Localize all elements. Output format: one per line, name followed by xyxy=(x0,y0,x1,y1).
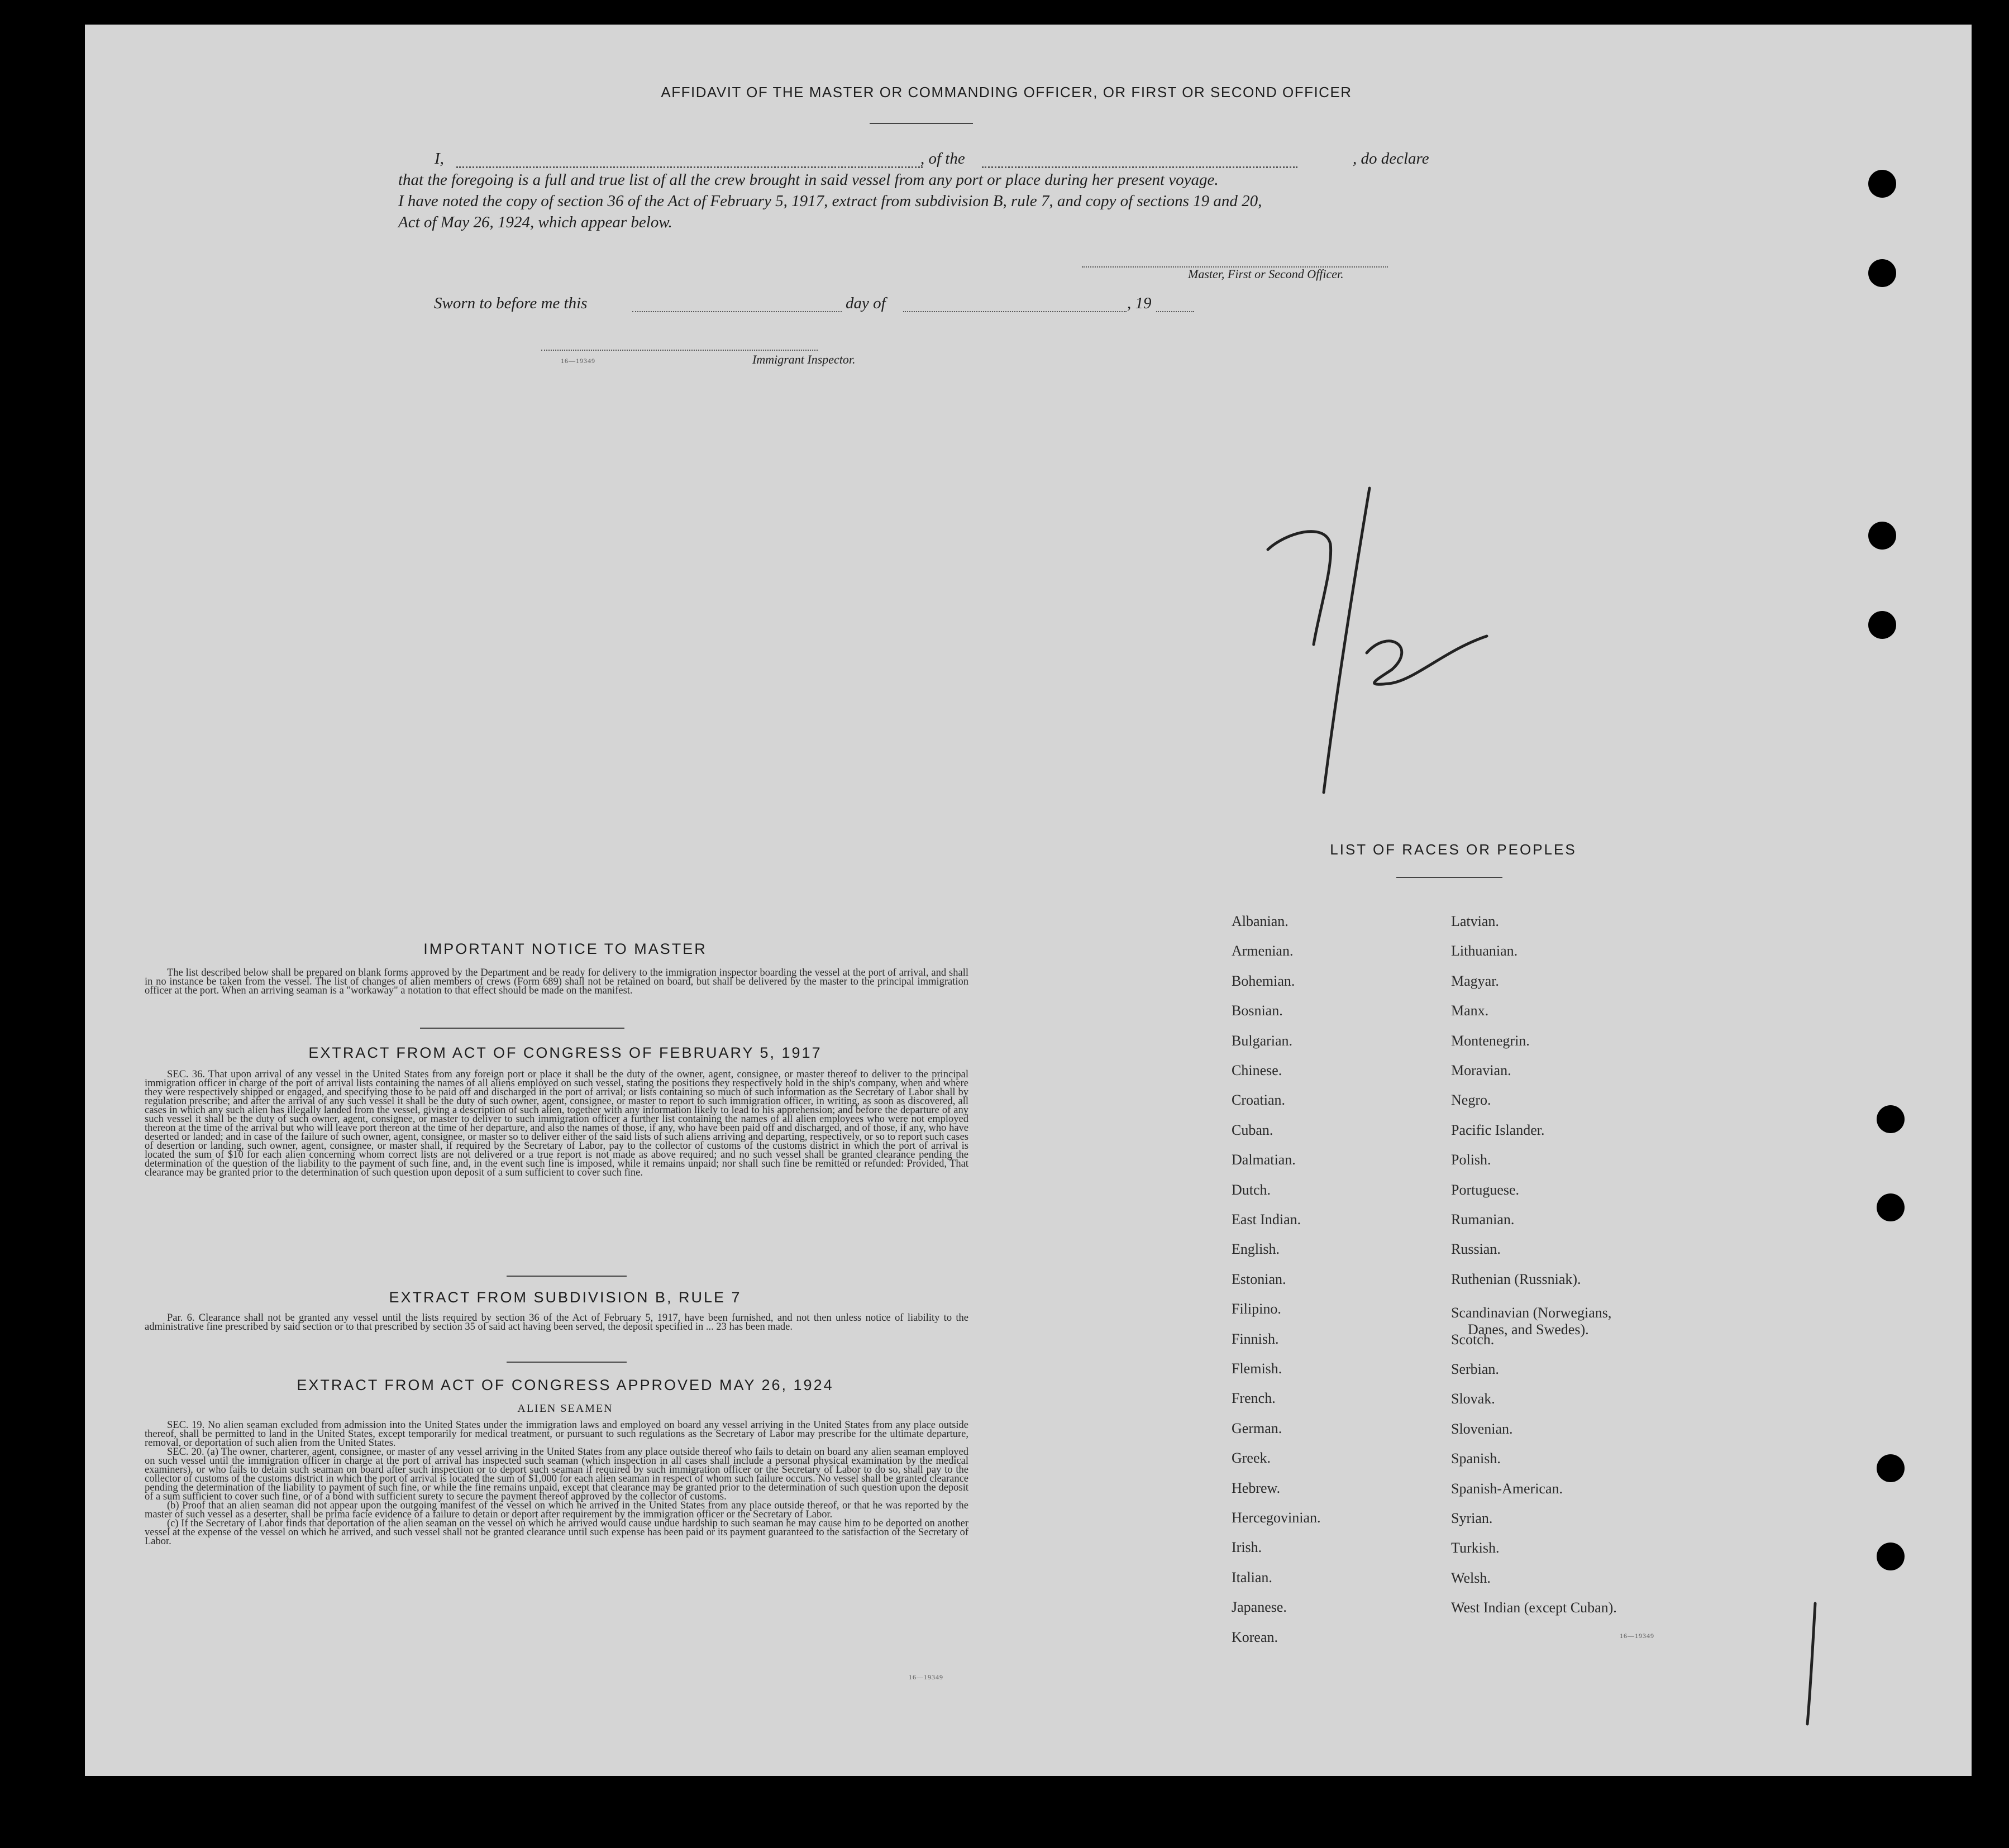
race-item: Korean. xyxy=(1232,1629,1278,1645)
race-item: Welsh. xyxy=(1451,1569,1491,1586)
race-item: Spanish-American. xyxy=(1451,1480,1563,1497)
race-item: Bosnian. xyxy=(1232,1002,1283,1019)
handwritten-page-number xyxy=(1794,1597,1839,1731)
affidavit-line-of: , of the xyxy=(920,150,965,168)
race-item: Japanese. xyxy=(1232,1599,1287,1616)
race-item: Greek. xyxy=(1232,1450,1271,1467)
notice-text: The list described below shall be prepared on blank forms approved by the Department and be ready for delivery to the immigration inspector boarding the vessel at the port of arrival, and shall in no instance be taken from the vessel. The list of changes of alien members of crews (Form 689) shall not be retained on board, but shall be delivered by the master to the principal immigration officer at the port. When an arriving seaman is a "workaway" a notation to that effect should be made on the manifest. xyxy=(145,967,968,996)
sworn-text: Sworn to before me this xyxy=(434,294,588,312)
affidavit-title: AFFIDAVIT OF THE MASTER OR COMMANDING OFFICER, OR FIRST OR SECOND OFFICER xyxy=(661,84,1352,101)
section-20a-text: SEC. 20. (a) The owner, charterer, agent, consignee, or master of any vessel arriving in the United States from any place outside thereof who fails to detain on board any alien seaman employed on such vessel until the immigration officer in charge at the port of arrival has inspected such seaman (which inspection in all cases shall include a personal physical examination by the medical examiners), or who fails to detain such seaman on board after such inspection or to deport such seaman if required by such immigration officer or the Secretary of Labor to do so, shall pay to the collector of customs of the customs district in which the port of arrival is located the sum of $1,000 for each alien seaman in respect of whom such failure occurs. No vessel shall be granted clearance pending the determination of the liability to payment of such fine, or while the fine remains unpaid, except that clearance may be granted prior to the determination of such question upon the deposit of a sum sufficient to cover such fine, or of a bond with sufficient surety to secure the payment thereof approved by the collector of customs. xyxy=(145,1446,968,1502)
punch-hole xyxy=(1868,611,1896,639)
day-of-text: day of xyxy=(846,294,886,312)
punch-hole xyxy=(1868,170,1896,198)
race-item: Estonian. xyxy=(1232,1271,1286,1287)
race-item: Montenegrin. xyxy=(1451,1032,1530,1049)
race-item: Hercegovinian. xyxy=(1232,1510,1321,1526)
race-item: Negro. xyxy=(1451,1092,1491,1109)
inspector-blank xyxy=(541,350,818,351)
section-19-text: SEC. 19. No alien seaman excluded from admission into the United States under the immigration laws and employed on board any vessel arriving in the United States from any place outside thereof, shall be permitted to land in the United States, except temporarily for medical treatment, or pursuant to such regulations as the Secretary of Labor may prescribe for the ultimate departure, removal, or deportation of such alien from the United States. xyxy=(145,1420,968,1449)
punch-hole xyxy=(1877,1193,1905,1221)
month-blank xyxy=(903,311,1127,312)
affidavit-line-3: I have noted the copy of section 36 of the Act of February 5, 1917, extract from subdivision B, rule 7, and copy of sections 19 and 20, xyxy=(398,192,1262,210)
year-blank xyxy=(1156,311,1194,312)
race-item: Flemish. xyxy=(1232,1360,1282,1377)
race-item: Moravian. xyxy=(1451,1062,1511,1078)
race-item: Rumanian. xyxy=(1451,1211,1515,1228)
vessel-blank xyxy=(982,166,1297,168)
extract-1917-divider xyxy=(507,1276,627,1277)
subdivision-b-divider xyxy=(507,1362,627,1363)
inspector-caption: Immigrant Inspector. xyxy=(752,352,856,366)
handwritten-date xyxy=(1196,460,1509,818)
race-item: Spanish. xyxy=(1451,1450,1501,1467)
race-item: Bohemian. xyxy=(1232,972,1295,989)
punch-hole xyxy=(1877,1543,1905,1570)
race-item: Syrian. xyxy=(1451,1510,1493,1526)
year-prefix: , 19 xyxy=(1127,294,1152,312)
race-item: Bulgarian. xyxy=(1232,1032,1293,1049)
race-item: Slovenian. xyxy=(1451,1420,1513,1437)
affidavit-line-4: Act of May 26, 1924, which appear below. xyxy=(398,213,672,231)
day-blank xyxy=(632,311,842,312)
section-36-text: SEC. 36. That upon arrival of any vessel in the United States from any foreign port or place it shall be the duty of the owner, agent, consignee, or master thereof to deliver to the principal immigration officer in charge of the port of arrival lists containing the names of all aliens employed on such vessel, stating the positions they respectively hold in the ship's company, when and where they were respectively shipped or engaged, and specifying those to be paid off and discharged in the port of arrival; or lists containing so much of such information as the Secretary of Labor shall by regulation prescribe; and after the arrival of any such vessel it shall be the duty of such owner, agent, consignee, or master to report to such immigration officer, in writing, as soon as discovered, all cases in which any such alien has illegally landed from the vessel, giving a description of such alien, together with any information likely to lead to his apprehension; and before the departure of any such vessel it shall be the duty of such owner, agent, consignee, or master to deliver to such immigration officer a further list containing the names of all alien employees who were not employed thereon at the time of the arrival but who will leave port thereon at the time of her departure, and also the names of those, if any, who have been paid off and discharged, and of those, if any, who have deserted or landed; and in case of the failure of such owner, agent, consignee, or master so to deliver either of the said lists of such aliens arriving and departing, respectively, or so to report such cases of desertion or landing, such owner, agent, consignee, or master shall, if required by the Secretary of Labor, pay to the collector of customs of the customs district in which the port of arrival is located the sum of $10 for each alien concerning whom correct lists are not delivered or a true report is not made as above required; and no such vessel shall be granted clearance pending the determination of the question of the liability to the payment of such fine, and, in the event such fine is imposed, while it remains unpaid; nor shall such fine be remitted or refunded: Provided, That clearance may be granted prior to the determination of such question upon deposit of a sum sufficient to cover such fine. xyxy=(145,1069,969,1178)
race-item: Scandinavian (Norwegians, xyxy=(1451,1305,1612,1321)
race-item: Manx. xyxy=(1451,1002,1489,1019)
race-item: Cuban. xyxy=(1232,1121,1273,1138)
race-item: Serbian. xyxy=(1451,1361,1499,1377)
races-form-code: 16—19349 xyxy=(1620,1632,1654,1640)
race-item: Filipino. xyxy=(1232,1301,1281,1317)
race-item: Scotch. xyxy=(1451,1331,1495,1348)
title-divider xyxy=(870,123,973,124)
notice-title: IMPORTANT NOTICE TO MASTER xyxy=(423,940,707,957)
section-20c-text: (c) If the Secretary of Labor finds that deportation of the alien seaman on the vessel on which he arrived would cause undue hardship to such seaman he may cause him to be deported on another vessel at the expense of the vessel on which he arrived, and such vessel shall not be granted clearance until such expense has been paid or its payment guaranteed to the satisfaction of the Secretary of Labor. xyxy=(145,1518,968,1547)
notice-body xyxy=(145,968,968,995)
race-item: Magyar. xyxy=(1451,972,1499,989)
punch-hole xyxy=(1877,1454,1905,1482)
race-item: Polish. xyxy=(1451,1152,1491,1168)
race-item: Dutch. xyxy=(1232,1181,1271,1198)
race-item: East Indian. xyxy=(1232,1211,1301,1228)
affidavit-line-i: I, xyxy=(435,150,444,168)
races-divider xyxy=(1396,877,1502,878)
affidavit-line-declare: , do declare xyxy=(1353,150,1429,168)
affidavit-form-code: 16—19349 xyxy=(561,357,595,365)
affidavit-line-2: that the foregoing is a full and true list of all the crew brought in said vessel from any port or place during her present voyage. xyxy=(398,171,1219,189)
race-item: German. xyxy=(1232,1420,1282,1436)
race-item: Latvian. xyxy=(1451,913,1499,929)
race-item: English. xyxy=(1232,1241,1280,1258)
race-item: Dalmatian. xyxy=(1232,1152,1296,1168)
race-item: Albanian. xyxy=(1232,913,1289,929)
signature-caption: Master, First or Second Officer. xyxy=(1188,267,1344,281)
paragraph-6-text: Par. 6. Clearance shall not be granted any vessel until the lists required by section 36 of the Act of February 5, 1917, have been furnished, and not then unless notice of liability to the administrative fine prescribed by said section or to that prescribed by section 35 of said act having been served, the deposit specified in ... 23 has been made. xyxy=(145,1312,968,1333)
race-item: Chinese. xyxy=(1232,1062,1282,1078)
extract-1924-title: EXTRACT FROM ACT OF CONGRESS APPROVED MAY 26, 1924 xyxy=(297,1377,834,1393)
subdivision-b-body xyxy=(145,1314,968,1331)
race-item: Italian. xyxy=(1232,1569,1272,1586)
race-item: Danes, and Swedes). xyxy=(1468,1321,1589,1338)
subdivision-b-title: EXTRACT FROM SUBDIVISION B, RULE 7 xyxy=(389,1289,742,1306)
punch-hole xyxy=(1868,522,1896,550)
race-item: Irish. xyxy=(1232,1539,1262,1556)
alien-seamen-subtitle: ALIEN SEAMEN xyxy=(517,1402,613,1415)
punch-hole xyxy=(1868,259,1896,287)
extract-1924-body xyxy=(145,1421,968,1546)
race-item: Ruthenian (Russniak). xyxy=(1451,1271,1581,1287)
race-item: Turkish. xyxy=(1451,1540,1500,1556)
race-item: Croatian. xyxy=(1232,1092,1286,1109)
race-item: Lithuanian. xyxy=(1451,943,1518,959)
race-item: French. xyxy=(1232,1390,1276,1407)
race-item: Hebrew. xyxy=(1232,1479,1281,1496)
race-item: Finnish. xyxy=(1232,1330,1279,1347)
race-item: Russian. xyxy=(1451,1241,1501,1258)
notice-divider xyxy=(420,1028,624,1029)
document-page xyxy=(85,25,1972,1776)
race-item: Pacific Islander. xyxy=(1451,1121,1545,1138)
race-item: Slovak. xyxy=(1451,1391,1495,1407)
extract-1917-title: EXTRACT FROM ACT OF CONGRESS OF FEBRUARY 5, 1917 xyxy=(308,1044,822,1061)
section-20b-text: (b) Proof that an alien seaman did not appear upon the outgoing manifest of the vessel on which he arrived in the United States from any place outside thereof, or that he was reported by the master of such vessel as a deserter, shall be prima facie evidence of a failure to detain or deport after requirement by the immigration officer or the Secretary of Labor. xyxy=(145,1500,968,1520)
extract-1917-body xyxy=(145,1070,968,1177)
name-blank xyxy=(456,166,923,168)
race-item: West Indian (except Cuban). xyxy=(1451,1599,1617,1616)
race-item: Portuguese. xyxy=(1451,1181,1520,1198)
punch-hole xyxy=(1877,1105,1905,1133)
race-item: Armenian. xyxy=(1232,943,1294,959)
extract-form-code: 16—19349 xyxy=(909,1673,943,1681)
races-title: LIST OF RACES OR PEOPLES xyxy=(1330,841,1577,858)
